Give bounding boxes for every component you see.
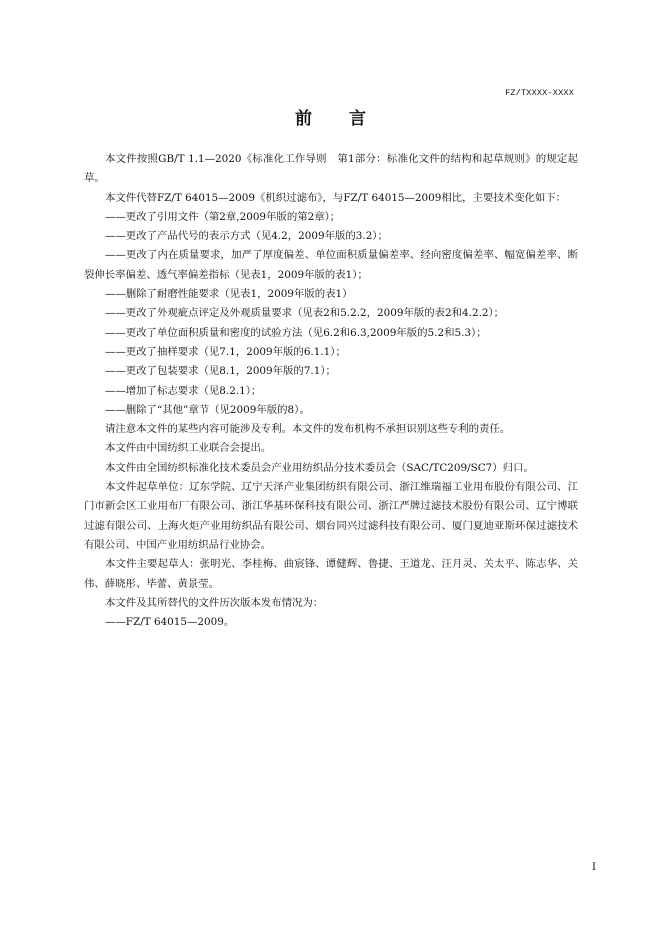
preface-body: [84, 150, 578, 632]
document-code: FZ/TXXXX-XXXX: [505, 88, 574, 98]
change-item: ——更改了产品代号的表示方式（见4.2，2009年版的3.2）；: [105, 230, 388, 243]
paragraph-version-history: 本文件及其所替代的文件历次版本发布情况为：: [105, 596, 324, 609]
paragraph-drafters: 本文件主要起草人：张明光、李桂梅、曲宸锋、谭健辉、鲁捷、王道龙、汪月灵、关太平、陈志华、关伟、薛晓彤、毕蕾、黄景莹。: [84, 558, 578, 590]
change-item: ——更改了引用文件（第2章,2009年版的第2章）；: [105, 210, 341, 223]
title-char-2: 言: [349, 109, 367, 129]
change-item: ——更改了单位面积质量和密度的试验方法（见6.2和6.3,2009年版的5.2和5.3）；: [105, 326, 487, 339]
change-item: ——更改了包装要求（见8.1，2009年版的7.1）；: [105, 365, 336, 378]
title-char-1: 前: [295, 109, 313, 129]
change-item: ——更改了外观疵点评定及外观质量要求（见表2和5.2.2，2009年版的表2和4.2.2）；: [105, 307, 505, 320]
change-item: ——增加了标志要求（见8.2.1）；: [105, 384, 262, 397]
paragraph-committee: 本文件由全国纺织标准化技术委员会产业用纺织品分技术委员会（SAC/TC209/SC7）归口。: [105, 461, 534, 474]
paragraph-replacement: 本文件代替FZ/T 64015—2009《机织过滤布》，与FZ/T 64015—2009相比，主要技术变化如下：: [105, 191, 567, 204]
paragraph-drafting-units: 本文件起草单位：辽东学院、辽宁天泽产业集团纺织有限公司、浙江维瑞福工业用布股份有限公司、江门市新会区工业用布厂有限公司、浙江华基环保科技有限公司、浙江严牌过滤技术股份有限公司、辽宁博联过滤有限公司、上海火炬产业用纺织品有限公司、烟台同兴过滤科技有限公司、厦门夏迪亚斯环保过滤技术有限公司、中国产业用纺织品行业协会。: [84, 481, 578, 551]
paragraph-patent-notice: 请注意本文件的某些内容可能涉及专利。本文件的发布机构不承担识别这些专利的责任。: [105, 423, 511, 436]
page-number: I: [592, 862, 596, 873]
change-item: ——删除了“其他”章节（见2009年版的8）。: [105, 403, 310, 416]
page-title: [0, 104, 662, 129]
change-item: ——删除了耐磨性能要求（见表1，2009年版的表1）: [105, 288, 353, 301]
version-item: ——FZ/T 64015—2009。: [105, 616, 235, 629]
paragraph-proposer: 本文件由中国纺织工业联合会提出。: [105, 442, 272, 455]
change-item: ——更改了抽样要求（见7.1，2009年版的6.1.1）；: [105, 345, 346, 358]
paragraph-drafting-rules: 本文件按照GB/T 1.1—2020《标准化工作导则 第1部分：标准化文件的结构和起草规则》的规定起草。: [84, 153, 578, 185]
change-item: ——更改了内在质量要求，加严了厚度偏差、单位面积质量偏差率、经向密度偏差率、幅宽偏差率、断裂伸长率偏差、透气率偏差指标（见表1，2009年版的表1）；: [84, 249, 578, 281]
